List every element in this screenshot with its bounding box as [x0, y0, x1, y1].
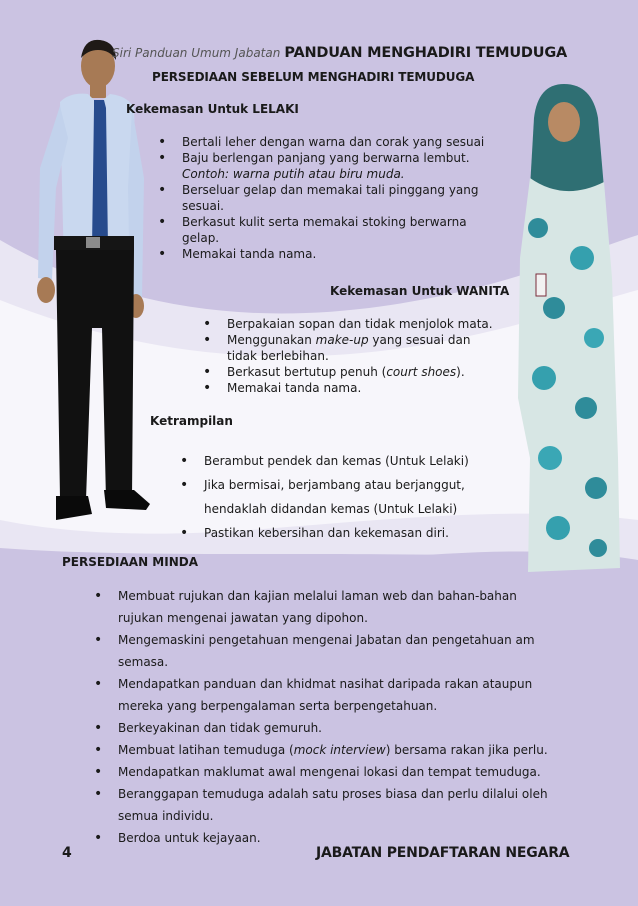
list-item: • Bertali leher dengan warna dan corak yang sesuai — [158, 134, 508, 150]
ketrampilan-list — [180, 449, 490, 545]
list-item: • Menggunakan make-up yang sesuai dan tidak berlebihan. — [203, 332, 518, 364]
lelaki-heading: Kekemasan Untuk LELAKI — [126, 102, 299, 116]
page-header — [112, 42, 567, 61]
lelaki-list — [158, 134, 508, 262]
list-item: • Berdoa untuk kejayaan. — [94, 827, 574, 849]
section-title: PERSEDIAAN SEBELUM MENGHADIRI TEMUDUGA — [152, 70, 475, 84]
minda-list — [94, 585, 574, 849]
list-item: • Memakai tanda nama. — [158, 246, 508, 262]
header-series: Siri Panduan Umum Jabatan — [112, 46, 281, 60]
list-item: • Mendapatkan maklumat awal mengenai lokasi dan tempat temuduga. — [94, 761, 574, 783]
list-item: • Membuat latihan temuduga (mock interview) bersama rakan jika perlu. — [94, 739, 574, 761]
wanita-list — [203, 316, 518, 396]
list-item: • Mendapatkan panduan dan khidmat nasihat daripada rakan ataupun mereka yang berpengalaman serta berpengetahuan. — [94, 673, 574, 717]
list-item: • Berambut pendek dan kemas (Untuk Lelaki) — [180, 449, 490, 473]
female-figure-illustration — [508, 78, 624, 578]
header-title: PANDUAN MENGHADIRI TEMUDUGA — [284, 45, 568, 61]
footer-organization: JABATAN PENDAFTARAN NEGARA — [316, 845, 570, 861]
list-item: • Membuat rujukan dan kajian melalui laman web dan bahan-bahan rujukan mengenai jawatan yang dipohon. — [94, 585, 574, 629]
list-item: • Beranggapan temuduga adalah satu proses biasa dan perlu dilalui oleh semua individu. — [94, 783, 574, 827]
list-item: • Berkasut kulit serta memakai stoking berwarna gelap. — [158, 214, 508, 246]
list-item: • Pastikan kebersihan dan kekemasan diri. — [180, 521, 490, 545]
minda-heading: PERSEDIAAN MINDA — [62, 555, 198, 569]
list-item: • Jika bermisai, berjambang atau berjanggut, hendaklah didandan kemas (Untuk Lelaki) — [180, 473, 490, 521]
ketrampilan-heading: Ketrampilan — [150, 414, 233, 428]
list-item: • Baju berlengan panjang yang berwarna lembut. Contoh: warna putih atau biru muda. — [158, 150, 508, 182]
list-item: • Berpakaian sopan dan tidak menjolok mata. — [203, 316, 518, 332]
page-number: 4 — [62, 845, 72, 861]
list-item: • Berseluar gelap dan memakai tali pinggang yang sesuai. — [158, 182, 508, 214]
list-item: • Memakai tanda nama. — [203, 380, 518, 396]
list-item: • Mengemaskini pengetahuan mengenai Jabatan dan pengetahuan am semasa. — [94, 629, 574, 673]
list-item: • Berkeyakinan dan tidak gemuruh. — [94, 717, 574, 739]
wanita-heading: Kekemasan Untuk WANITA — [330, 284, 510, 298]
list-item: • Berkasut bertutup penuh (court shoes). — [203, 364, 518, 380]
